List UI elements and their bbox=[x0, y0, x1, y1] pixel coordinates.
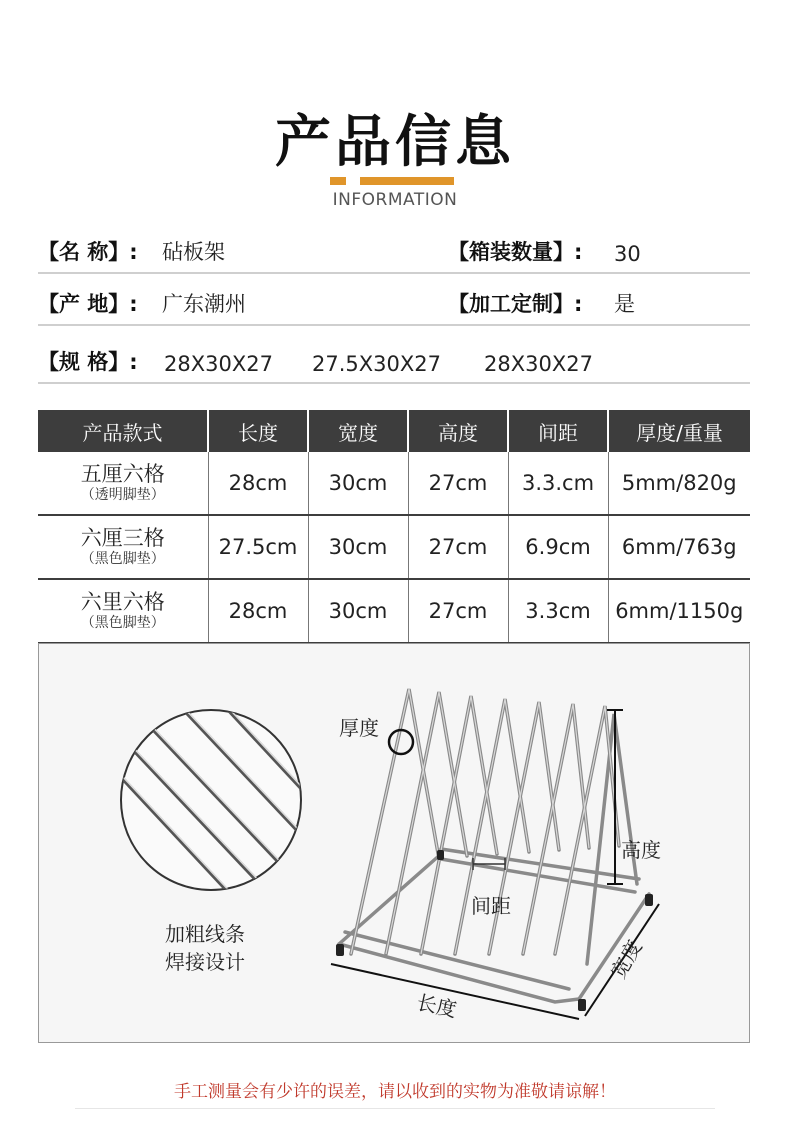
style-name: 六里六格 bbox=[80, 590, 165, 614]
width-cell: 30cm bbox=[308, 515, 408, 579]
spec-value-2: 27.5X30X27 bbox=[312, 352, 441, 376]
style-name: 五厘六格 bbox=[80, 462, 165, 486]
title-accent-bar bbox=[360, 177, 454, 185]
style-note: （黑色脚垫） bbox=[80, 551, 165, 567]
row-style-cell bbox=[38, 452, 208, 515]
height-cell: 27cm bbox=[408, 515, 508, 579]
spacing-cell: 6.9cm bbox=[508, 515, 608, 579]
table-row bbox=[38, 579, 750, 643]
width-cell: 30cm bbox=[308, 579, 408, 643]
qty-label: 【箱装数量】: bbox=[448, 240, 583, 264]
info-row-origin bbox=[38, 276, 750, 326]
height-label: 高度 bbox=[621, 838, 661, 862]
spec-value-1: 28X30X27 bbox=[164, 352, 273, 376]
width-cell: 30cm bbox=[308, 452, 408, 515]
header-spacing: 间距 bbox=[508, 410, 608, 452]
closeup-caption-line1: 加粗线条 bbox=[165, 922, 245, 946]
footer-divider bbox=[75, 1108, 715, 1109]
height-cell: 27cm bbox=[408, 579, 508, 643]
origin-value: 广东潮州 bbox=[162, 292, 246, 316]
style-note: （透明脚垫） bbox=[80, 487, 165, 503]
thickness-weight-cell: 5mm/820g bbox=[608, 452, 750, 515]
info-row-name bbox=[38, 224, 750, 274]
header-thickness-weight: 厚度/重量 bbox=[608, 410, 750, 452]
row-style-cell bbox=[38, 579, 208, 643]
custom-label: 【加工定制】: bbox=[448, 292, 583, 316]
spec-table bbox=[38, 410, 750, 644]
header-length: 长度 bbox=[208, 410, 308, 452]
header-style: 产品款式 bbox=[38, 410, 208, 452]
length-label: 长度 bbox=[414, 990, 459, 1022]
spacing-cell: 3.3.cm bbox=[508, 452, 608, 515]
style-note: （黑色脚垫） bbox=[80, 615, 165, 631]
wire-closeup-icon bbox=[109, 687, 339, 914]
qty-value: 30 bbox=[614, 242, 641, 266]
length-cell: 28cm bbox=[208, 452, 308, 515]
spec-value-3: 28X30X27 bbox=[484, 352, 593, 376]
name-label: 【名 称】: bbox=[38, 240, 138, 264]
spacing-label: 间距 bbox=[471, 894, 511, 918]
page-title: 产品信息 bbox=[275, 110, 515, 175]
product-photo bbox=[38, 643, 750, 1043]
thickness-label: 厚度 bbox=[339, 716, 379, 740]
width-label: 宽度 bbox=[605, 935, 647, 983]
thickness-weight-cell: 6mm/1150g bbox=[608, 579, 750, 643]
table-row bbox=[38, 515, 750, 579]
thickness-weight-cell: 6mm/763g bbox=[608, 515, 750, 579]
spec-label: 【规 格】: bbox=[38, 350, 138, 374]
table-header-row bbox=[38, 410, 750, 452]
length-cell: 28cm bbox=[208, 579, 308, 643]
header-height: 高度 bbox=[408, 410, 508, 452]
custom-value: 是 bbox=[614, 292, 635, 316]
style-name: 六厘三格 bbox=[80, 526, 165, 550]
page-subtitle: INFORMATION bbox=[332, 190, 458, 210]
row-style-cell bbox=[38, 515, 208, 579]
name-value: 砧板架 bbox=[162, 240, 225, 264]
footer-note: 手工测量会有少许的误差，请以收到的实物为准敬请谅解！ bbox=[174, 1082, 616, 1102]
info-row-spec bbox=[38, 334, 750, 384]
length-cell: 27.5cm bbox=[208, 515, 308, 579]
origin-label: 【产 地】: bbox=[38, 292, 138, 316]
header-width: 宽度 bbox=[308, 410, 408, 452]
height-cell: 27cm bbox=[408, 452, 508, 515]
closeup-caption-line2: 焊接设计 bbox=[165, 950, 245, 974]
title-accent-small bbox=[330, 177, 346, 185]
spacing-cell: 3.3cm bbox=[508, 579, 608, 643]
table-row bbox=[38, 452, 750, 515]
